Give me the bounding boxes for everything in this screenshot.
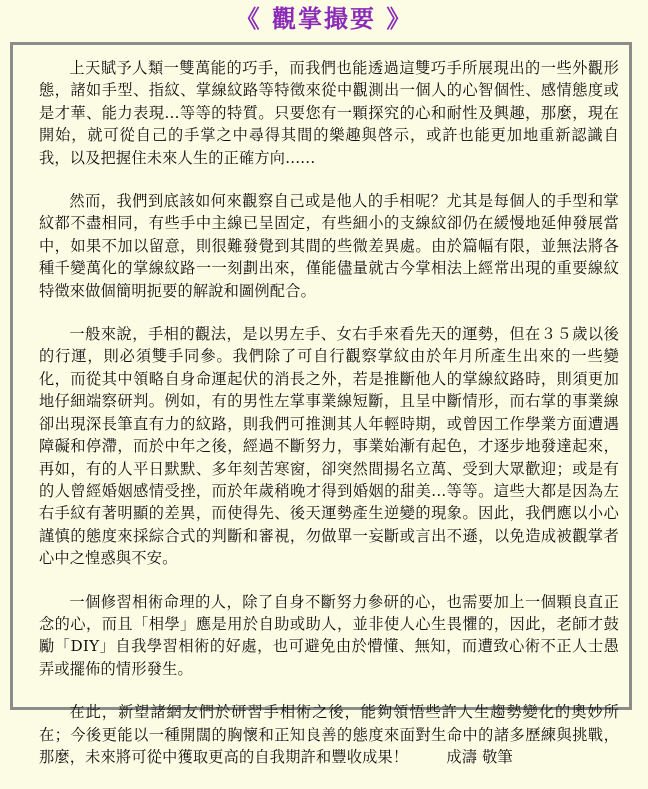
paragraph-2: 然而，我們到底該如何來觀察自己或是他人的手相呢？尤其是每個人的手型和掌紋都不盡相同，有些手中主線已呈固定，有些細小的支線紋卻仍在緩慢地延伸發展當中，如果不加以留意，則很難發覺到其間的些微差異處。由於篇幅有限，並無法將各種千變萬化的掌線紋路一一刻劃出來，僅能儘量就古今掌相法上經常出現的重要線紋特徵來做個簡明扼要的解說和圖例配合。 (39, 192, 619, 300)
content-frame (10, 42, 632, 766)
article-body (39, 57, 619, 789)
paragraph-5-text: 在此，新望諸網友們於研習手相術之後，能夠領悟些許人生趨勢變化的奧妙所在；今後更能以一種開闊的胸懷和正知良善的態度來面對生命中的諸多歷練與挑戰，那麼，未來將可從中獲取更高的自我期許和豐收成果！ (39, 703, 619, 766)
paragraph-1: 上天賦予人類一雙萬能的巧手，而我們也能透過這雙巧手所展現出的一些外觀形態，諸如手型、指紋、掌線紋路等特徵來從中觀測出一個人的心智個性、感情態度或是才華、能力表現...等等的特質。只要您有一顆探究的心和耐性及興趣，那麼，現在開始，就可從自己的手掌之中尋得其間的樂趣與啓示，或許也能更加地重新認識自我，以及把握住未來人生的正確方向...... (39, 59, 619, 167)
signature: 成濤 敬筆 (446, 747, 513, 766)
page-title: 《 觀掌撮要 》 (235, 4, 413, 33)
paragraph-4: 一個修習相術命理的人，除了自身不斷努力參研的心，也需要加上一個顆良直正念的心，而且「相學」應是用於自助或助人，並非使人心生畏懼的，因此，老師才鼓勵「DIY」自我學習相術的好處，也可避免由於懵懂、無知，而遭致心術不正人士愚弄或擺佈的情形發生。 (39, 592, 619, 678)
paragraph-3: 一般來說，手相的觀法，是以男左手、女右手來看先天的運勢，但在３５歲以後的行運，則必須雙手同參。我們除了可自行觀察掌紋由於年月所產生出來的一些變化，而從其中領略自身命運起伏的消長之外，若是推斷他人的掌線紋路時，則須更加地仔細端察研判。例如，有的男性左掌事業線短斷，且呈中斷情形，而右掌的事業線卻出現深長筆直有力的紋路，則我們可推測其人年輕時期，或曾因工作學業方面遭遇障礙和停滯，而於中年之後，經過不斷努力，事業始漸有起色，才逐步地發達起來，再如，有的人平日默默、多年刻苦寒窗，卻突然間揚名立萬、受到大眾歡迎；或是有的人曾經婚姻感情受挫，而於年歲稍晚才得到婚姻的甜美...等等。這些大都是因為左右手紋有著明顯的差異，而使得先、後天運勢產生逆變的現象。因此，我們應以小心謹慎的態度來採綜合式的判斷和審視，勿做單一妄斷或言出不遜，以免造成被觀掌者心中之惶惑與不安。 (39, 325, 619, 568)
paragraph-5 (39, 701, 619, 768)
